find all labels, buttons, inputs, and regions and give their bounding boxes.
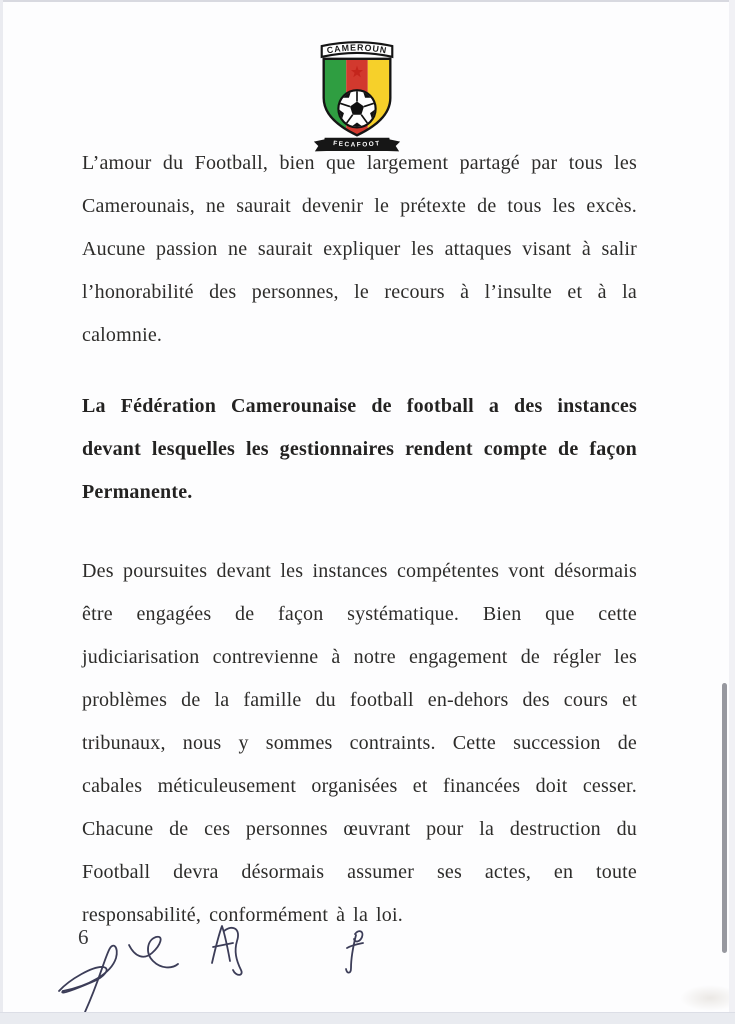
paragraph-legal-action: Des poursuites devant les instances compétentes vont désormais être engagées de façon systématique. Bien que cette judiciarisation contrevienne à notre engagement de régler les problèmes de la famille du football en-dehors des cours et tribunaux, nous y sommes contraints. Cette succession de cabales méticuleusement organisées et financées doit cesser. Chacune de ces personnes œuvrant pour la destruction du Football devra désormais assumer ses actes, en toute responsabilité, conformément à la loi.	[82, 560, 637, 926]
signature-mark-1	[59, 946, 117, 1012]
page-number: 6	[78, 925, 89, 949]
paragraph-federation-instances: La Fédération Camerounaise de football a des instances devant lesquelles les gestionnaires rendent compte de façon Permanente.	[82, 395, 637, 503]
logo-ribbon-text: FECAFOOT	[332, 140, 382, 149]
signature-mark-2	[129, 937, 178, 968]
page-curl-shadow	[680, 985, 735, 1011]
paragraph-love-of-football: L’amour du Football, bien que largement partagé par tous les Camerounais, ne saurait devenir le prétexte de tous les excès. Aucune passion ne saurait expliquer les attaques visant à salir l’honorabilité des personnes, le recours à l’insulte et à la calomnie.	[82, 152, 637, 346]
page-edge-left	[0, 0, 3, 1024]
page-edge-top	[0, 0, 735, 2]
signature-mark-4	[346, 931, 363, 972]
fecafoot-logo	[308, 40, 406, 158]
letter-body	[82, 142, 637, 937]
logo-banner	[322, 42, 393, 57]
logo-banner-text: CAMEROUN	[325, 42, 389, 56]
scrollbar-track	[729, 0, 735, 1024]
page-edge-bottom	[0, 1012, 735, 1024]
scrollbar-thumb[interactable]	[722, 683, 727, 953]
